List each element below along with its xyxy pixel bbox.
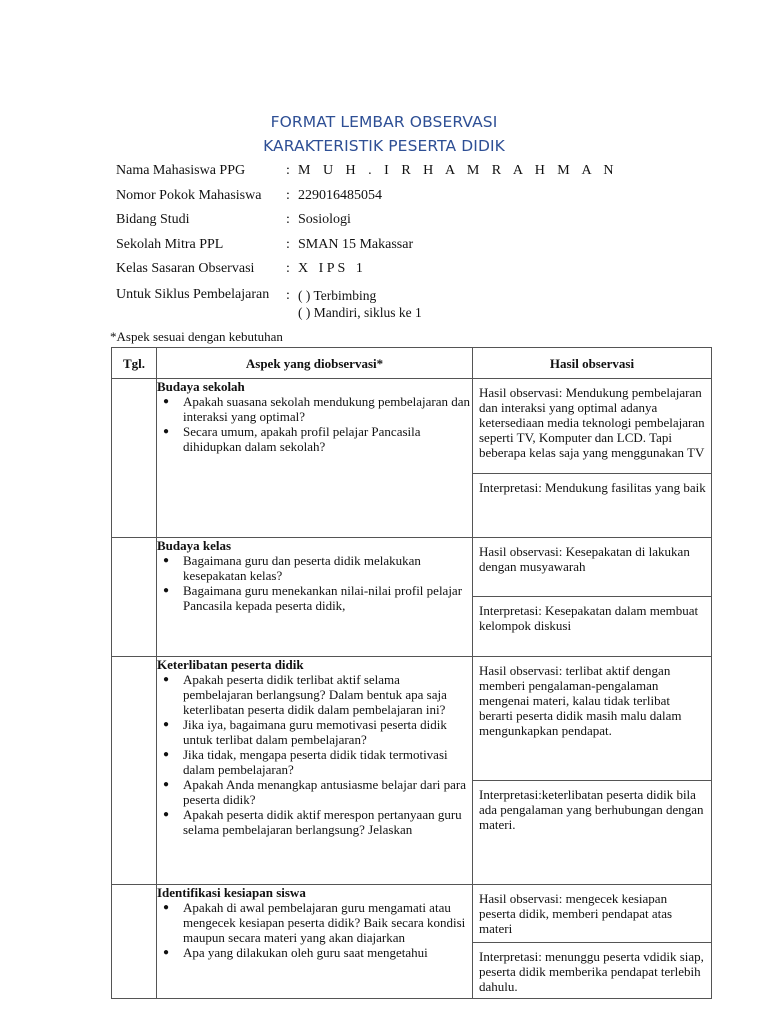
info-value-bidang: Sosiologi [298, 212, 351, 227]
question-item: ● Apa yang dilakukan oleh guru saat mengetahui [157, 945, 472, 960]
info-label-bidang: Bidang Studi [116, 212, 190, 227]
aspect-cell [157, 538, 473, 657]
info-label-nim: Nomor Pokok Mahasiswa [116, 188, 262, 203]
info-value-kelas: X I P S 1 [298, 261, 363, 276]
info-value-siklus-mandiri: ( ) Mandiri, siklus ke 1 [298, 305, 422, 320]
result-cell [473, 657, 712, 885]
hasil-observasi-text: Hasil observasi: Mendukung pembelajaran dan interaksi yang optimal adanya ketersediaan media teknologi pembelajaran seperti TV, Komputer dan LCD. Tapi beberapa kelas saja yang menggunakan TV [473, 379, 711, 474]
info-value-siklus-terbimbing: ( ) Terbimbing [298, 288, 377, 303]
info-label-kelas: Kelas Sasaran Observasi [116, 261, 255, 276]
info-label-siklus: Untuk Siklus Pembelajaran [116, 287, 270, 302]
info-colon: : [286, 237, 290, 252]
info-value-nama: M U H . I R H A M R A H M A N [298, 163, 618, 178]
interpretasi-text: Interpretasi: Kesepakatan dalam membuat kelompok diskusi [479, 603, 699, 633]
info-colon: : [286, 288, 290, 303]
header-aspek: Aspek yang diobservasi* [157, 348, 473, 379]
aspect-question-list [157, 553, 472, 613]
interpretasi-text: Interpretasi: menunggu peserta vdidik siap, peserta didik memberika pendapat terlebih dahulu. [479, 949, 704, 994]
question-item: ● Apakah peserta didik terlibat aktif selama pembelajaran berlangsung? Dalam bentuk apa saja keterlibatan peserta didik dalam pembelajaran ini? [157, 672, 472, 717]
question-item: ● Apakah peserta didik aktif merespon pertanyaan guru selama pembelajaran berlangsung? Jelaskan [157, 807, 472, 837]
info-label-nama: Nama Mahasiswa PPG [116, 163, 246, 178]
hasil-observasi-text: Hasil observasi: terlibat aktif dengan memberi pengalaman-pengalaman mengenai materi, kalau tidak terlibat berarti peserta didik masih malu dalam mengunkapkan pendapat. [473, 657, 711, 781]
interpretasi-text: Interpretasi:keterlibatan peserta didik bila ada pengalaman yang berhubungan dengan materi. [479, 787, 704, 832]
header-hasil: Hasil observasi [473, 348, 712, 379]
interpretasi-text: Interpretasi: Mendukung fasilitas yang baik [479, 480, 706, 495]
result-cell [473, 379, 712, 538]
question-item: ● Jika iya, bagaimana guru memotivasi peserta didik untuk terlibat dalam pembelajaran? [157, 717, 472, 747]
header-tgl: Tgl. [112, 348, 157, 379]
table-row [112, 538, 712, 657]
result-cell [473, 538, 712, 657]
date-cell [112, 657, 157, 885]
info-colon: : [286, 188, 290, 203]
aspect-heading: Identifikasi kesiapan siswa [157, 885, 306, 900]
aspect-heading: Budaya kelas [157, 538, 232, 553]
question-item: ● Secara umum, apakah profil pelajar Pancasila dihidupkan dalam sekolah? [157, 424, 472, 454]
info-colon: : [286, 163, 290, 178]
table-header-row [112, 348, 712, 379]
aspect-question-list [157, 672, 472, 837]
question-item: ● Jika tidak, mengapa peserta didik tidak termotivasi dalam pembelajaran? [157, 747, 472, 777]
date-cell [112, 538, 157, 657]
info-value-sekolah: SMAN 15 Makassar [298, 237, 414, 252]
hasil-observasi-text: Hasil observasi: Kesepakatan di lakukan dengan musyawarah [473, 538, 711, 597]
info-label-sekolah: Sekolah Mitra PPL [116, 237, 224, 252]
aspect-cell [157, 657, 473, 885]
aspect-heading: Budaya sekolah [157, 379, 245, 394]
aspect-question-list [157, 394, 472, 454]
aspect-cell [157, 379, 473, 538]
question-item: ● Bagaimana guru dan peserta didik melakukan kesepakatan kelas? [157, 553, 472, 583]
result-cell [473, 885, 712, 999]
question-item: ● Apakah Anda menangkap antusiasme belajar dari para peserta didik? [157, 777, 472, 807]
date-cell [112, 885, 157, 999]
question-item: ● Apakah suasana sekolah mendukung pembelajaran dan interaksi yang optimal? [157, 394, 472, 424]
aspect-cell [157, 885, 473, 999]
aspect-note: *Aspek sesuai dengan kebutuhan [110, 329, 283, 344]
title-line-1: FORMAT LEMBAR OBSERVASI [270, 113, 498, 131]
question-item: ● Apakah di awal pembelajaran guru mengamati atau mengecek kesiapan peserta didik? Baik secara kondisi maupun secara materi yang akan diajarkan [157, 900, 472, 945]
info-colon: : [286, 261, 290, 276]
aspect-heading: Keterlibatan peserta didik [157, 657, 304, 672]
title-line-2: KARAKTERISTIK PESERTA DIDIK [263, 137, 505, 155]
table-row [112, 657, 712, 885]
question-item: ● Bagaimana guru menekankan nilai-nilai profil pelajar Pancasila kepada peserta didik, [157, 583, 472, 613]
date-cell [112, 379, 157, 538]
table-row [112, 885, 712, 999]
observation-table [111, 347, 712, 999]
info-colon: : [286, 212, 290, 227]
info-value-nim: 229016485054 [298, 188, 382, 203]
aspect-question-list [157, 900, 472, 960]
table-row [112, 379, 712, 538]
hasil-observasi-text: Hasil observasi: mengecek kesiapan peserta didik, memberi pendapat atas materi [473, 885, 711, 943]
